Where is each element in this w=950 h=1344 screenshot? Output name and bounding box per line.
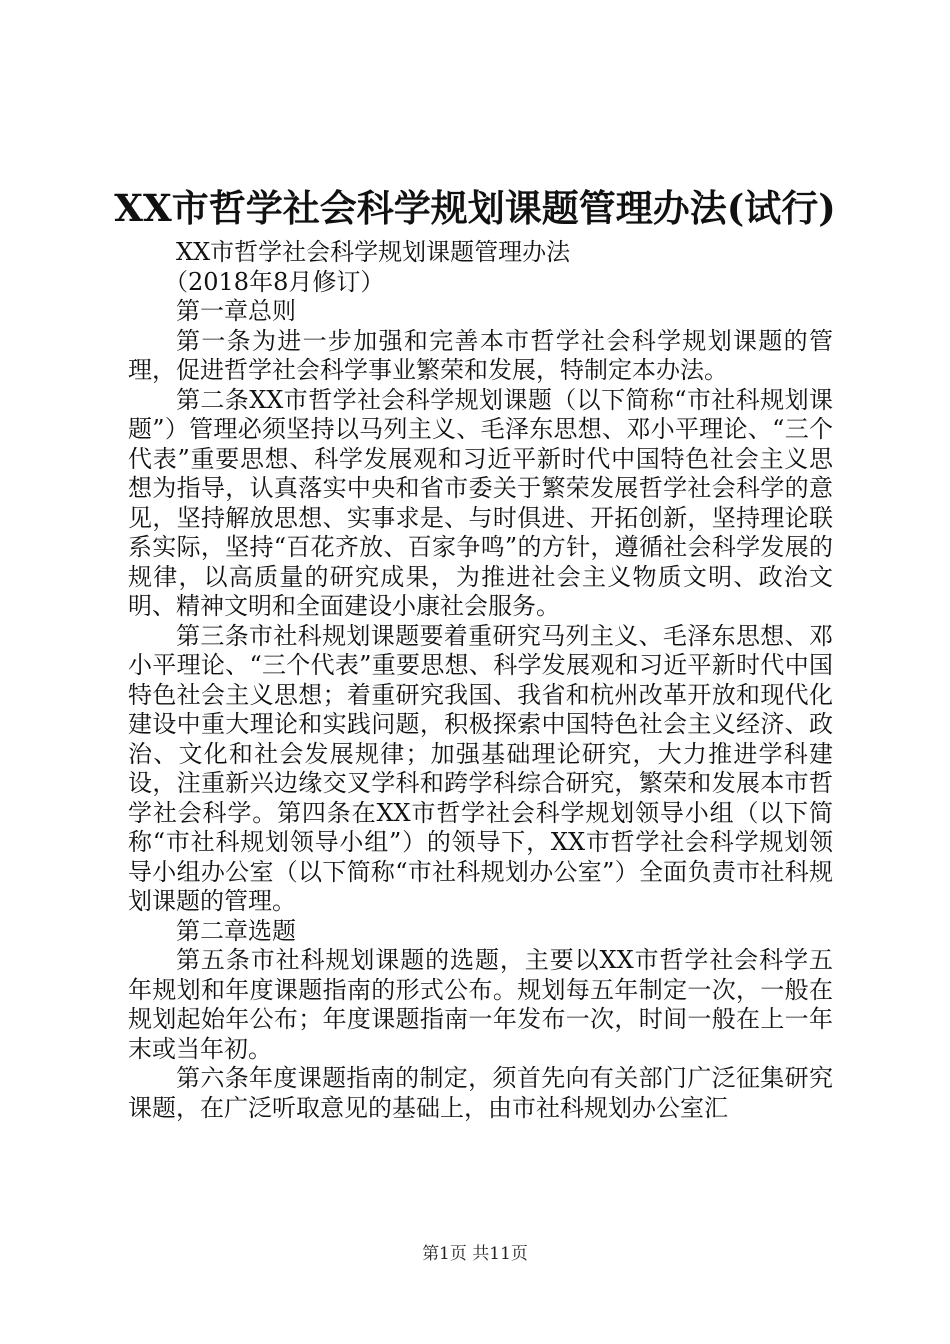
revision-date: （2018年8月修订） [164,267,385,296]
article-paragraph: 第五条市社科规划课题的选题，主要以XX市哲学社会科学五年规划和年度课题指南的形式公布。规划每五年制定一次，一般在规划起始年公布；年度课题指南一年发布一次，时间一般在上一年末或当年初。 [128,946,833,1063]
document-body [128,238,833,1123]
article-paragraph: 第二条XX市哲学社会科学规划课题（以下简称“市社科规划课题”）管理必须坚持以马列主义、毛泽东思想、邓小平理论、“三个代表”重要思想、科学发展观和习近平新时代中国特色社会主义思想为指导，认真落实中央和省市委关于繁荣发展哲学社会科学的意见，坚持解放思想、实事求是、与时俱进、开拓创新，坚持理论联系实际，坚持“百花齐放、百家争鸣”的方针，遵循社会科学发展的规律，以高质量的研究成果，为推进社会主义物质文明、政治文明、精神文明和全面建设小康社会服务。 [128,385,833,620]
article-paragraph: 第六条年度课题指南的制定，须首先向有关部门广泛征集研究课题，在广泛听取意见的基础上，由市社科规划办公室汇 [128,1064,833,1122]
subtitle: XX市哲学社会科学规划课题管理办法 [176,238,571,266]
article-paragraph: 第三条市社科规划课题要着重研究马列主义、毛泽东思想、邓小平理论、“三个代表”重要思想、科学发展观和习近平新时代中国特色社会主义思想；着重研究我国、我省和杭州改革开放和现代化建设中重大理论和实践问题，积极探索中国特色社会主义经济、政治、文化和社会发展规律；加强基础理论研究，大力推进学科建设，注重新兴边缘交叉学科和跨学科综合研究，繁荣和发展本市哲学社会科学。第四条在XX市哲学社会科学规划领导小组（以下简称“市社科规划领导小组”）的领导下，XX市哲学社会科学规划领导小组办公室（以下简称“市社科规划办公室”）全面负责市社科规划课题的管理。 [128,621,833,915]
chapter-heading: 第一章总则 [176,297,296,325]
article-paragraph: 第一条为进一步加强和完善本市哲学社会科学规划课题的管理，促进哲学社会科学事业繁荣和发展，特制定本办法。 [128,326,833,384]
chapter-heading: 第二章选题 [176,916,296,945]
page-footer: 第1页 共11页 [422,1244,528,1264]
document-title: XX市哲学社会科学规划课题管理办法(试行) [114,186,836,230]
